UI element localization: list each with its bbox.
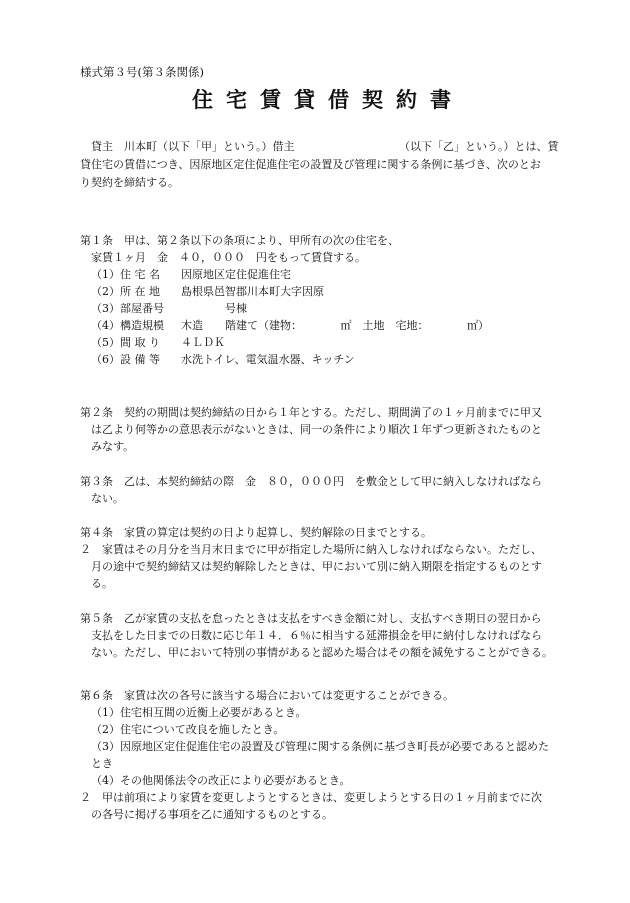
intro-line: り契約を締結する。: [80, 175, 179, 189]
article-line: 支払をした日までの日数に応じ年１４．６％に相当する延滞損金を甲に納付しなければなら: [91, 629, 542, 643]
article-line: みなす。: [91, 440, 135, 454]
article-line: ２ 家賃はその月分を当月末日までに甲が指定した場所に納入しなければならない。ただし、: [80, 543, 542, 557]
property-item-key: （2）所 在 地: [91, 285, 160, 299]
article-line: とき: [91, 757, 113, 771]
article-line: は乙より何等かの意思表示がないときは、同一の条件により順次１年ずつ更新されたものと: [91, 423, 542, 437]
article-line: 月の途中で契約締結又は契約解除したときは、甲において別に納入期限を指定するものとす: [91, 560, 542, 574]
article-line: ２ 甲は前項により家賃を変更しようとするときは、変更しようとする日の１ヶ月前までに次: [80, 791, 542, 805]
property-item-value: 因原地区定住促進住宅: [181, 268, 291, 282]
article-line: ない。: [91, 492, 124, 506]
article-2: [80, 404, 560, 455]
property-item: [80, 266, 560, 283]
article-line: の各号に掲げる事項を乙に通知するものとする。: [91, 808, 333, 822]
property-item-key: （3）部屋番号: [91, 302, 164, 316]
property-item-value: 水洗トイレ、電気温水器、キッチン: [181, 353, 355, 367]
property-item-key: （6）設 備 等: [91, 353, 160, 367]
intro-line: 貸住宅の賃借につき、因原地区定住促進住宅の設置及び管理に関する条例に基づき、次のとお: [80, 157, 541, 171]
property-item-value: 木造 階建て（建物： ㎡ 土地 宅地： ㎡）: [181, 319, 489, 333]
article-5: [80, 610, 560, 661]
property-item-value: 号棟: [181, 302, 247, 316]
article-line: 第５条 乙が家賃の支払を怠ったときは支払をすべき金額に対し、支払すべき期日の翌日から: [80, 612, 542, 625]
property-item-key: （5）間 取 り: [91, 336, 160, 350]
intro-paragraph: [80, 138, 559, 191]
property-item: [80, 334, 560, 351]
article-line: 第４条 家賃の算定は契約の日より起算し、契約解除の日までとする。: [80, 526, 432, 539]
property-item-value: 島根県邑智郡川本町大字因原: [181, 285, 324, 299]
article-line: （4）その他関係法令の改正により必要があるとき。: [91, 774, 351, 788]
property-item-value: ４ＬＤＫ: [181, 336, 225, 350]
article-1-rent: 家賃１ヶ月 金 ４０，０００ 円をもって賃貸する。: [91, 251, 366, 265]
article-1-heading: 第１条 甲は、第２条以下の条項により、甲所有の次の住宅を、: [80, 234, 399, 247]
property-item: [80, 351, 560, 368]
article-line: る。: [91, 577, 113, 591]
property-item: [80, 283, 560, 300]
document-title: 住宅賃貸借契約書: [192, 87, 464, 112]
property-item: [80, 317, 560, 334]
article-3: [80, 473, 560, 507]
property-item-key: （1）住 宅 名: [91, 268, 160, 282]
article-line: （2）住宅について改良を施したとき。: [91, 723, 285, 737]
article-line: 第６条 家賃は次の各号に該当する場合においては変更することができる。: [80, 689, 454, 702]
property-item: [80, 300, 560, 317]
article-1: [80, 232, 560, 368]
property-item-key: （4）構造規模: [91, 319, 164, 333]
article-line: 第２条 契約の期間は契約締結の日から１年とする。ただし、期間満了の１ヶ月前までに甲又: [80, 406, 542, 419]
article-4: [80, 524, 560, 592]
article-6: [80, 687, 560, 823]
article-line: ない。ただし、甲において特別の事情があると認めた場合はその額を減免することができる。: [91, 646, 553, 660]
form-number: 様式第３号(第３条関係): [80, 65, 204, 79]
article-line: （1）住宅相互間の近衡上必要があるとき。: [91, 706, 307, 720]
intro-line: 貸主 川本町（以下「甲」という。）借主 （以下「乙」という。）とは、賃: [80, 140, 559, 153]
article-line: 第３条 乙は、本契約締結の際 金 ８０，０００円 を敷金として甲に納入しなければなら: [80, 475, 542, 488]
article-line: （3）因原地区定住促進住宅の設置及び管理に関する条例に基づき町長が必要であると認めた: [91, 740, 549, 754]
